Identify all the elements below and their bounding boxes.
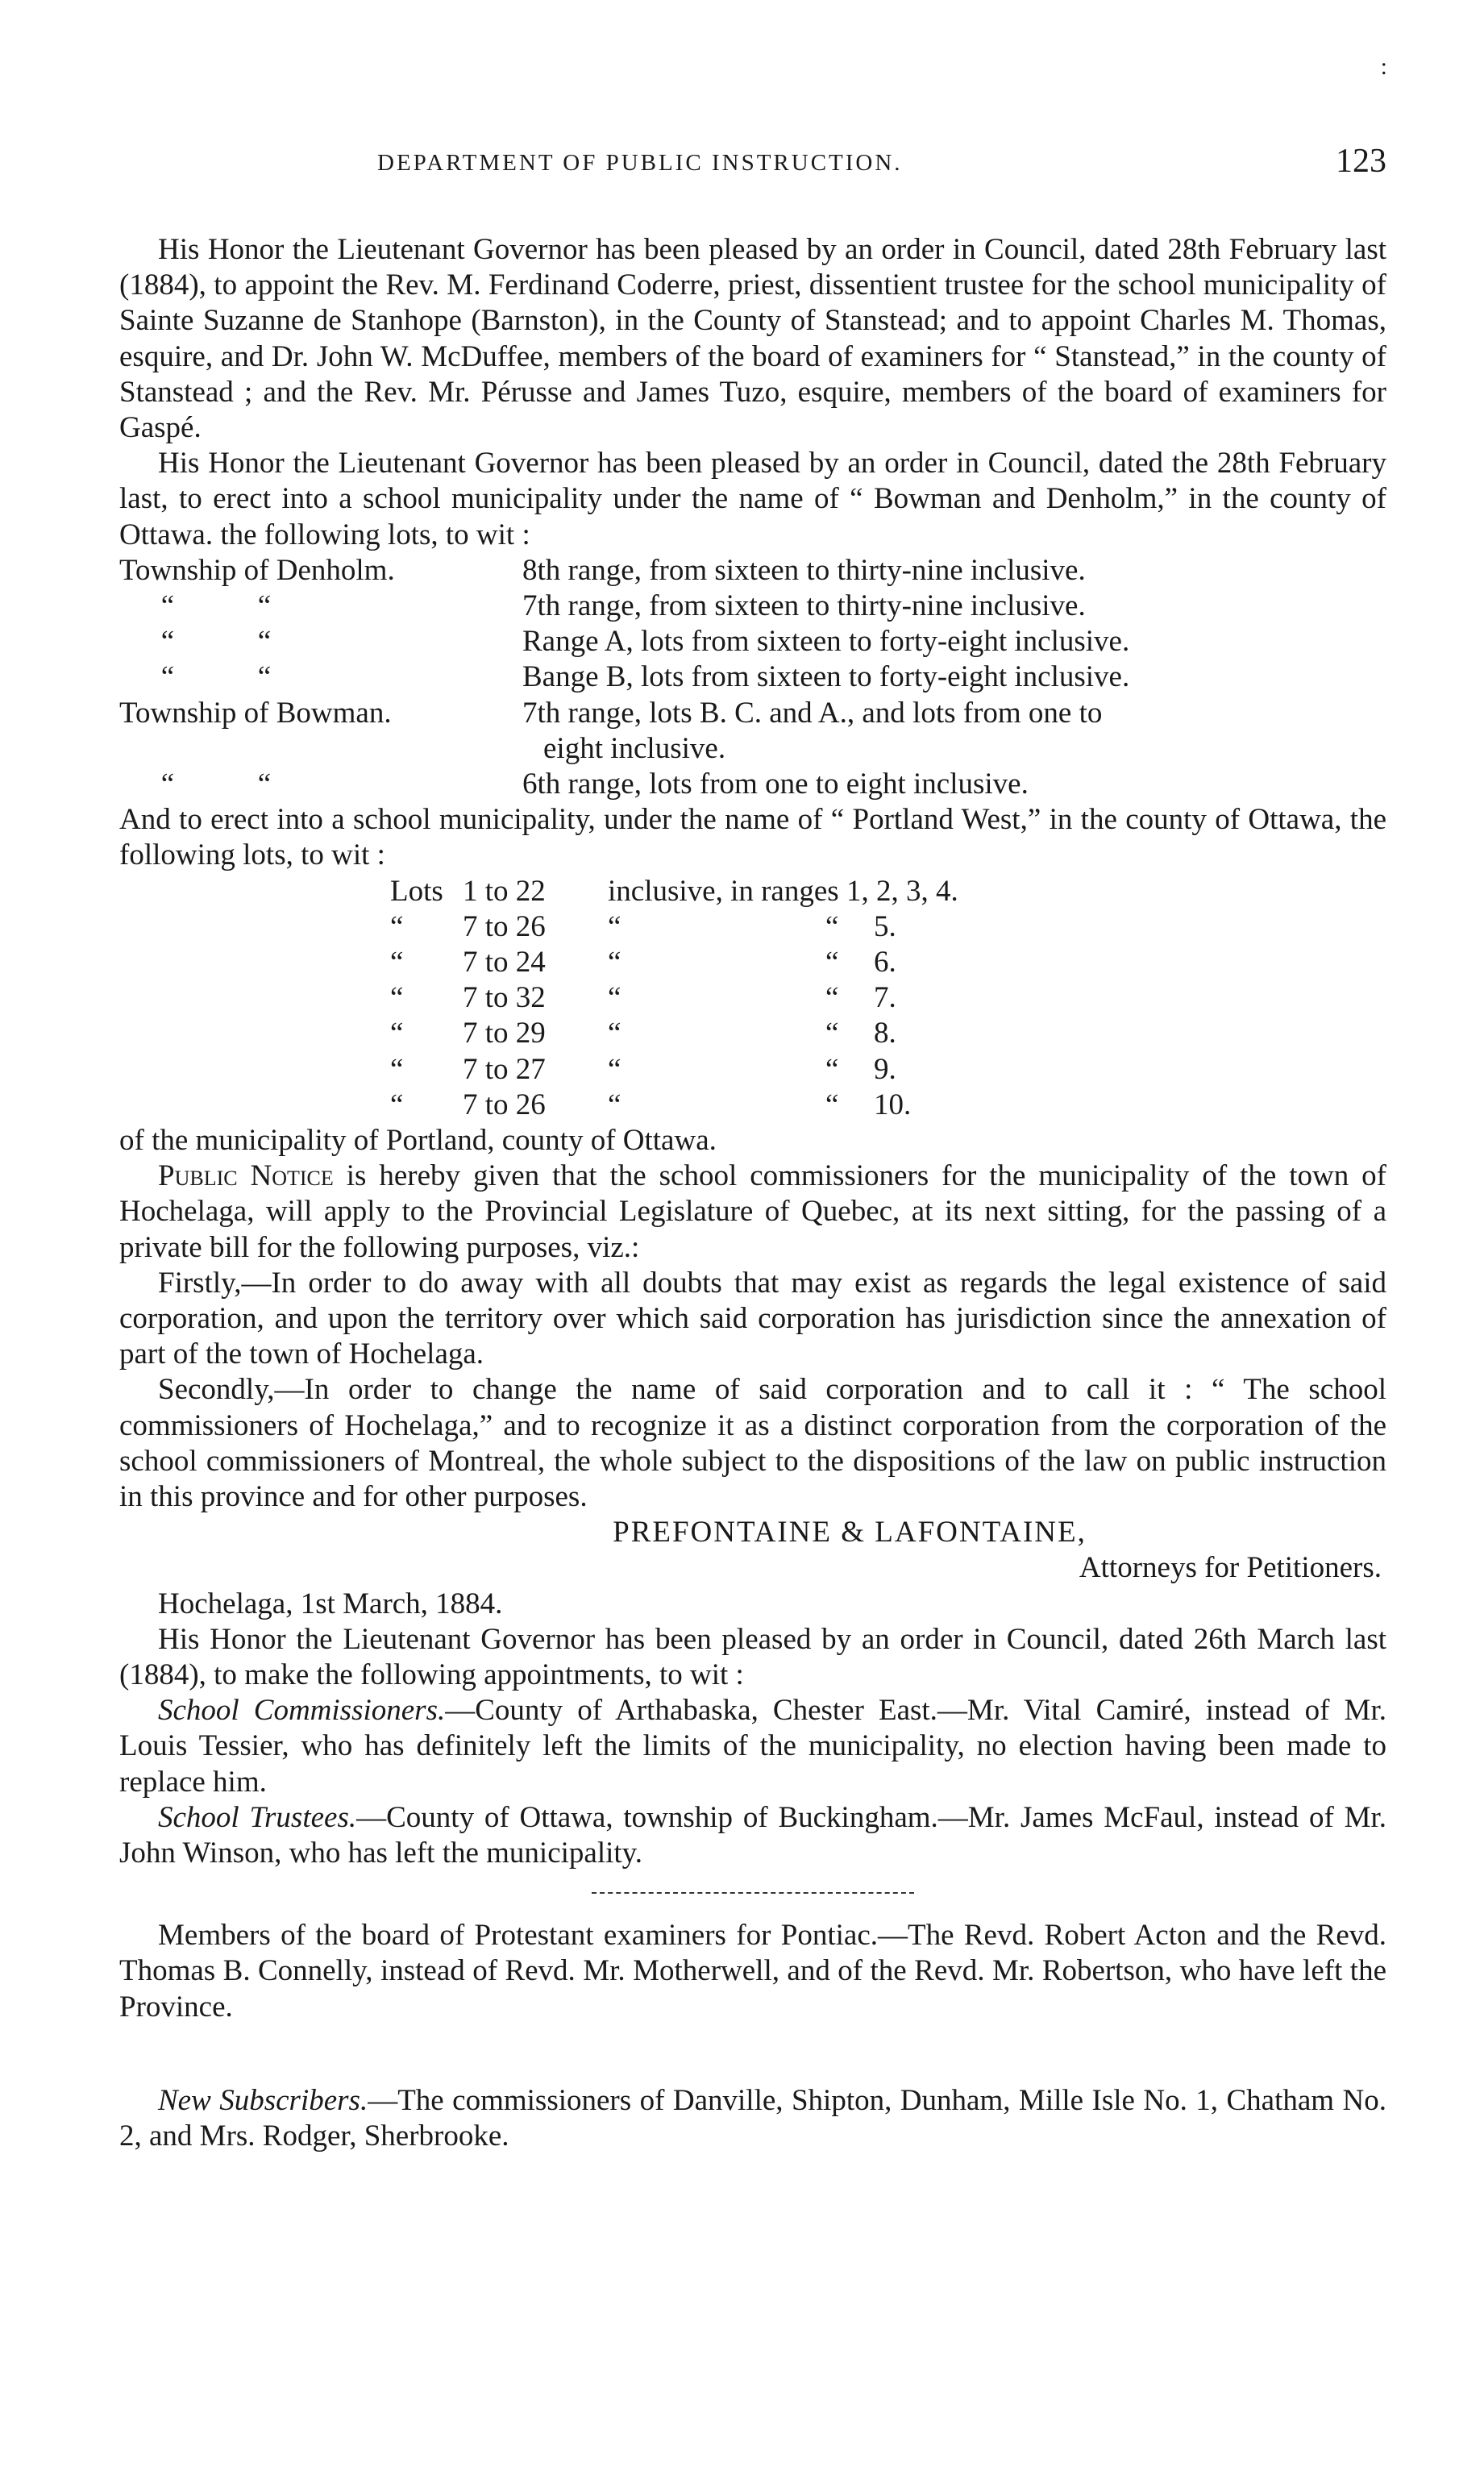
lot-row xyxy=(119,767,1386,802)
lot-place-ditto xyxy=(119,767,522,802)
corner-mark: : xyxy=(1380,53,1387,80)
document-page xyxy=(119,0,1386,2475)
running-title: DEPARTMENT OF PUBLIC INSTRUCTION. xyxy=(377,150,903,176)
paragraph-portland-end: of the municipality of Portland, county of Ottawa. xyxy=(119,1123,717,1157)
range-number: 6. xyxy=(874,946,896,980)
paragraph-firstly: Firstly,—In order to do away with all doubts that may exist as regards the legal existence of said corporation, and upon the territory over which said corporation has jurisdiction since the annexation of part of the town of Hochelaga. xyxy=(119,1266,1386,1371)
range-mid: “ xyxy=(608,981,621,1015)
signature-title: Attorneys for Petitioners. xyxy=(1079,1551,1382,1585)
ditto-mark: “ xyxy=(160,767,175,801)
ditto-mark: “ xyxy=(825,1088,839,1121)
page-number: 123 xyxy=(1336,143,1386,180)
lot-row xyxy=(119,696,1386,767)
paragraph-portland-west: And to erect into a school municipality, under the name of “ Portland West,” in the county of Ottawa, the following lots, to wit : xyxy=(119,803,1386,872)
lot-row xyxy=(119,624,1386,659)
ranges-list xyxy=(390,874,1386,1123)
range-row xyxy=(390,909,1386,945)
range-span: 7 to 26 xyxy=(463,1088,546,1121)
notice-lead: Public Notice xyxy=(158,1159,334,1193)
paragraph-pontiac-examiners: Members of the board of Protestant examiners for Pontiac.—The Revd. Robert Acton and the Revd. Thomas B. Connelly, instead of Revd. Mr. Motherwell, and of the Revd. Mr. Robertson, who have left the Province. xyxy=(119,1919,1386,2024)
ditto-mark: “ xyxy=(825,1052,839,1086)
ditto-mark: “ xyxy=(825,909,839,943)
range-span: 7 to 32 xyxy=(463,981,546,1015)
range-span: 7 to 27 xyxy=(463,1052,546,1086)
paragraph-secondly: Secondly,—In order to change the name of said corporation and to call it : “ The school commissioners of Hochelaga,” and to recognize it as a distinct corporation from the corporation of the school commissioners of Montreal, the whole subject to the dispositions of the law on public instruction in this province and for other purposes. xyxy=(119,1373,1386,1513)
range-label: “ xyxy=(390,1052,404,1086)
subscribers-label: New Subscribers. xyxy=(158,2083,368,2117)
spacer xyxy=(119,2025,1386,2083)
paragraph-school-trustees xyxy=(119,1800,1386,1871)
trustees-label: School Trustees. xyxy=(158,1800,357,1834)
range-label: “ xyxy=(390,909,404,943)
ditto-mark: “ xyxy=(257,589,272,623)
lot-description: Range A, lots from sixteen to forty-eight inclusive. xyxy=(522,625,1130,659)
range-mid: “ xyxy=(608,909,621,943)
range-row xyxy=(390,945,1386,980)
range-mid: “ xyxy=(608,1088,621,1121)
paragraph-school-commissioners xyxy=(119,1693,1386,1800)
range-number: 7. xyxy=(874,981,896,1015)
paragraph-appointments-intro: His Honor the Lieutenant Governor has been pleased by an order in Council, dated 26th March last (1884), to make the following appointments, to wit : xyxy=(119,1622,1386,1692)
range-label: “ xyxy=(390,1088,404,1121)
lot-row xyxy=(119,659,1386,695)
range-number: 5. xyxy=(874,909,896,943)
ditto-mark: “ xyxy=(825,1017,839,1050)
lots-table xyxy=(119,553,1386,802)
lot-place: Township of Bowman. xyxy=(119,696,392,730)
range-row xyxy=(390,980,1386,1016)
paragraph-public-notice xyxy=(119,1158,1386,1266)
lot-description: 7th range, from sixteen to thirty-nine inclusive. xyxy=(522,589,1086,623)
lot-description: 6th range, lots from one to eight inclusive. xyxy=(522,767,1029,801)
range-mid: inclusive, in ranges xyxy=(608,874,839,908)
lot-description xyxy=(522,696,1386,767)
commissioners-text: —County of Arthabaska, Chester East.—Mr. Vital Camiré, instead of Mr. Louis Tessier, who has definitely left the limits of the municipality, no election having been made to replace him. xyxy=(119,1694,1386,1799)
paragraph-new-subscribers xyxy=(119,2083,1386,2154)
range-label: “ xyxy=(390,946,404,980)
range-span: 7 to 26 xyxy=(463,909,546,943)
range-row xyxy=(390,1016,1386,1051)
range-label: Lots xyxy=(390,874,443,908)
signature: PREFONTAINE & LAFONTAINE, xyxy=(613,1516,1087,1549)
range-row xyxy=(390,1052,1386,1088)
range-span: 1 to 22 xyxy=(463,874,546,908)
page-header xyxy=(119,142,1386,190)
range-number: 9. xyxy=(874,1052,896,1086)
lot-description-line: 7th range, lots B. C. and A., and lots from one to xyxy=(522,696,1103,730)
lot-row xyxy=(119,553,1386,589)
range-span: 7 to 29 xyxy=(463,1017,546,1050)
dateline: Hochelaga, 1st March, 1884. xyxy=(158,1587,503,1620)
ditto-mark: “ xyxy=(825,981,839,1015)
lot-description: Bange B, lots from sixteen to forty-eight inclusive. xyxy=(522,660,1130,694)
ditto-mark: “ xyxy=(160,660,175,694)
subscribers-text: —The commissioners of Danville, Shipton, Dunham, Mille Isle No. 1, Chatham No. 2, and Mrs. Rodger, Sherbrooke. xyxy=(119,2083,1386,2153)
lot-place-ditto xyxy=(119,659,522,695)
paragraph-bowman-denholm: His Honor the Lieutenant Governor has been pleased by an order in Council, dated the 28th February last, to erect into a school municipality under the name of “ Bowman and Denholm,” in the county of Ottawa. the following lots, to wit : xyxy=(119,447,1386,551)
ditto-mark: “ xyxy=(257,660,272,694)
lot-place-ditto xyxy=(119,624,522,659)
ditto-mark: “ xyxy=(257,767,272,801)
range-mid: “ xyxy=(608,946,621,980)
range-number: 10. xyxy=(874,1088,912,1121)
paragraph-coderre-appointment: His Honor the Lieutenant Governor has been pleased by an order in Council, dated 28th February last (1884), to appoint the Rev. M. Ferdinand Coderre, priest, dissentient trustee for the school municipality of Sainte Suzanne de Stanhope (Barnston), in the County of Stanstead; and to appoint Charles M. Thomas, esquire, and Dr. John W. McDuffee, members of the board of examiners for “ Stanstead,” in the county of Stanstead ; and the Rev. Mr. Pérusse and James Tuzo, esquire, members of the board of examiners for Gaspé. xyxy=(119,233,1386,445)
range-number: 8. xyxy=(874,1017,896,1050)
range-row xyxy=(390,1088,1386,1123)
range-row xyxy=(390,874,1386,909)
lot-description: 8th range, from sixteen to thirty-nine inclusive. xyxy=(522,553,1086,587)
range-mid: “ xyxy=(608,1017,621,1050)
lot-row xyxy=(119,589,1386,624)
range-number: 1, 2, 3, 4. xyxy=(846,874,958,908)
range-mid: “ xyxy=(608,1052,621,1086)
section-divider xyxy=(592,1892,914,1894)
ditto-mark: “ xyxy=(257,625,272,659)
ditto-mark: “ xyxy=(160,589,175,623)
range-span: 7 to 24 xyxy=(463,946,546,980)
notice-text: is hereby given that the school commissioners for the municipality of the town of Hochelaga, will apply to the Provincial Legislature of Quebec, at its next sitting, for the passing of a private bill for the following purposes, viz.: xyxy=(119,1159,1386,1264)
ditto-mark: “ xyxy=(160,625,175,659)
ditto-mark: “ xyxy=(825,946,839,980)
body-text xyxy=(119,232,1386,2154)
commissioners-label: School Commissioners. xyxy=(158,1694,446,1728)
lot-place: Township of Denholm. xyxy=(119,553,395,587)
range-label: “ xyxy=(390,981,404,1015)
lot-place-ditto xyxy=(119,589,522,624)
trustees-text: —County of Ottawa, township of Buckingham.—Mr. James McFaul, instead of Mr. John Winson, who has left the municipality. xyxy=(119,1800,1386,1870)
range-label: “ xyxy=(390,1017,404,1050)
lot-description-continued: eight inclusive. xyxy=(543,731,726,765)
